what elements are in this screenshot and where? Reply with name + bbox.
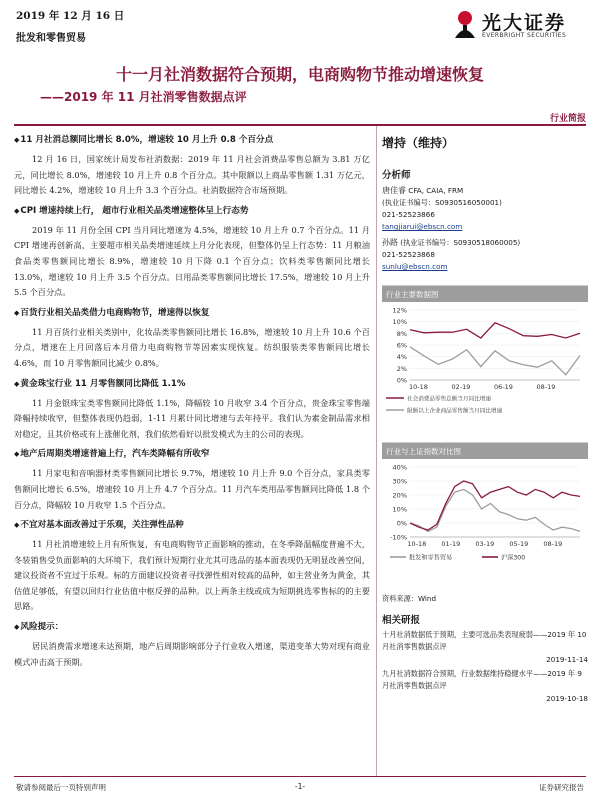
analyst-heading: 分析师 [382,170,411,181]
rating-label: 增持（维持） [382,136,455,150]
analyst-license: (执业证书编号：S0930518060005) [400,238,521,247]
section [14,519,370,615]
related-reports-heading: 相关研报 [382,615,421,626]
section-paragraph: 2019 年 11 月份全国 CPI 当月同比增速为 4.5%，增速较 10 月上升 0.7 个百分点。11 月 CPI 增速再创新高，主要超市相关品类增速延续上月分化表现，但整体仍呈上行态势：11 月粮油食品类零售额同比增长 8.9%，增速较 10 月下降 0.1 个百分点；饮料类零售额同比增长 13.0%，增速较 10 月上升 3.5 个百分点。日用品类零售额同比增长 17.5%，增速较 10 月上升 5.5 个百分点。 [14,224,370,298]
section-heading [14,307,370,319]
brand-logo [452,8,592,44]
diamond-bullet-icon: ◆ [14,206,20,215]
logo-mark-icon [452,8,478,40]
diamond-bullet-icon: ◆ [14,521,20,530]
analyst-license: (执业证书编号：S0930516050001) [382,198,502,207]
y-tick-label: 0% [396,519,407,528]
section-paragraph: 11 月社消增速较上月有所恢复，有电商购物节正面影响的推动，在冬季降温幅度普遍不大，冬装销售受负面影响的大环境下，我们预计短期行业尤其可选品的基本面表现仍无明显改善空间，建议投资者不宜过于乐观。标的方面建议投资者寻找弹性相对较高的品种，如主营业务为黄金，其估值足够低，有望以回归行业估值中枢反弹的品种。以上两条主线或成为短期挑选零售标的的主要思路。 [14,539,370,612]
legend-label: 批发和零售贸易 [409,554,453,562]
section-heading [14,205,370,217]
section [14,621,370,670]
series-line-2 [410,347,580,375]
x-tick-label: 08-19 [536,383,556,391]
x-tick-label: 05-19 [509,540,529,548]
header-divider [14,124,586,126]
column-divider [376,126,377,776]
y-tick-label: -10% [390,533,407,542]
analyst-email-link[interactable]: tangjiarui@ebscn.com [382,222,463,231]
chart-source: 资料来源：Wind [382,594,437,603]
section-heading-text: 11 月社消总额同比增长 8.0%，增速较 10 月上升 0.8 个百分点 [20,135,274,145]
chart2-svg [382,459,588,587]
section [14,134,370,199]
y-tick-label: 30% [392,477,407,486]
index-compare-chart [382,442,588,591]
logo-text-cn: 光大证券 [482,12,567,34]
analyst-card [382,185,588,233]
legend-label: 社会消费品零售总额当月同比增速 [407,396,491,403]
section-heading [14,621,370,633]
footer-divider [14,776,586,777]
related-report-title[interactable]: 九月社消数据符合预期，行业数据维持稳健水平——2019 年 9 月社消零售数据点评 [382,668,582,691]
chart-header: 行业与上证指数对比图 [382,443,588,459]
section-paragraph: 11 月家电和音响器材类零售额同比增长 9.7%，增速较 10 月上升 9.0 个百分点，家具类零售额同比增长 6.5%，增速较 10 月上升 4.7 个百分点。11 月汽车类用品零售额同比降低 1.8 个百分点，降幅较 10 月收窄 1.5 个百分点。 [14,468,370,510]
series-line-1 [410,323,580,338]
y-tick-label: 4% [396,353,407,362]
y-tick-label: 10% [392,318,407,327]
report-date: 2019 年 12 月 16 日 [16,10,125,22]
analyst-phone: 021-52523866 [382,210,435,219]
section [14,307,370,372]
section [14,378,370,443]
analyst-name: 唐佳睿 [382,186,406,195]
legend-label: 沪深300 [501,554,526,562]
y-tick-label: 6% [396,341,407,350]
section [14,448,370,513]
section-paragraph: 11 月百货行业相关类别中，化妆品类零售额同比增长 16.8%，增速较 10 月上升 10.6 个百分点，增速在上月回落后本月借力电商购物节等因素实现恢复。纺织服装类零售额同比增长 4.6%，而 10 月零售额同比减少 0.8%。 [14,326,370,368]
diamond-bullet-icon: ◆ [14,308,20,317]
related-report[interactable] [382,629,588,666]
analyst-card [382,237,588,273]
diamond-bullet-icon: ◆ [14,450,20,459]
section-paragraph: 11 月金银珠宝类零售额同比降低 1.1%，降幅较 10 月收窄 3.4 个百分点，贵金珠宝零售端降幅持续收窄，但整体表现仍趋弱，1-11 月累计同比增速与去年持平。我们认为素金制品需求相对稳定，且其价格或有上涨催化剂，我们依然看好以批发模式为主的公司的表现。 [14,397,370,439]
x-tick-label: 03-19 [475,540,495,548]
section-heading [14,134,370,146]
chart1-svg [382,302,588,430]
x-tick-label: 06-19 [494,383,513,391]
related-report-date: 2019-11-14 [546,654,588,664]
analyst-name-line [382,237,588,249]
section-heading-text: 黄金珠宝行业 11 月零售额同比降低 1.1% [20,378,186,389]
analyst-name: 孙路 [382,238,398,247]
section-heading-text: 地产后周期类增速普遍上行，汽车类降幅有所收窄 [20,449,210,460]
analyst-email-link[interactable]: sunlu@ebscn.com [382,262,448,271]
section-heading [14,519,370,531]
industry-data-chart [382,285,588,434]
section [14,205,370,301]
logo-text-en: EVERBRIGHT SECURITIES [482,32,567,39]
section-heading [14,448,370,460]
diamond-bullet-icon: ◆ [14,136,20,144]
sidebar [382,128,588,705]
chart-header: 行业主要数据图 [382,286,588,302]
footer-brand: 证券研究报告 [539,783,584,792]
analyst-cert: CFA, CAIA, FRM [408,186,464,195]
section-paragraph: 12 月 16 日，国家统计局发布社消数据：2019 年 11 月社会消费品零售总额为 3.81 万亿元，同比增长 8.0%，增速较 10 月上升 0.8 个百分点。其中限额以上商品零售额 1.31 万亿元，同比增长 4.2%，增速较 10 月上升 3.3 个百分点。社消数据符合市场预期。 [14,154,370,196]
legend-label: 限额以上企业商品零售额当月同比增速 [407,408,503,415]
y-tick-label: 12% [392,306,407,315]
section-heading-text: 不宜对基本面改善过于乐观，关注弹性品种 [20,520,184,531]
x-tick-label: 10-18 [407,540,427,548]
y-tick-label: 0% [396,376,407,385]
related-report-title[interactable]: 十月社消数据低于预期，主要可选品类表现疲弱——2019 年 10 月社消零售数据点评 [382,630,587,652]
section-paragraph: 居民消费需求增速未达预期，地产后周期影响部分子行业收入增速，渠道变革大势对现有商业模式冲击高于预期。 [14,641,370,667]
x-tick-label: 01-19 [441,540,461,548]
footer-disclaimer: 敬请参阅最后一页特别声明 [16,783,106,792]
section-heading [14,378,370,390]
section-heading-text: 百货行业相关品类借力电商购物节，增速得以恢复 [20,307,210,318]
x-tick-label: 02-19 [451,383,471,391]
report-type: 行业简报 [549,114,586,124]
page-number: -1- [294,782,306,791]
report-subtitle: ——2019 年 11 月社消零售数据点评 [40,90,247,104]
diamond-bullet-icon: ◆ [14,379,20,388]
related-report[interactable] [382,668,588,705]
analyst-phone: 021-52523868 [382,250,435,259]
report-title: 十一月社消数据符合预期，电商购物节推动增速恢复 [115,65,484,84]
diamond-bullet-icon: ◆ [14,623,20,632]
y-tick-label: 2% [396,364,407,373]
series-line-2 [410,481,580,530]
analyst-name-line [382,185,588,197]
x-tick-label: 10-18 [409,383,428,391]
y-tick-label: 10% [392,505,407,514]
section-heading-text: 风险提示： [20,622,64,633]
report-body [14,128,370,674]
related-report-date: 2019-10-18 [546,693,588,703]
y-tick-label: 8% [396,329,407,338]
industry-label: 批发和零售贸易 [16,33,86,44]
y-tick-label: 40% [392,463,407,472]
y-tick-label: 20% [392,491,407,500]
x-tick-label: 08-19 [543,540,563,548]
section-heading-text: CPI 增速持续上行， 超市行业相关品类增速整体呈上行态势 [20,205,249,216]
